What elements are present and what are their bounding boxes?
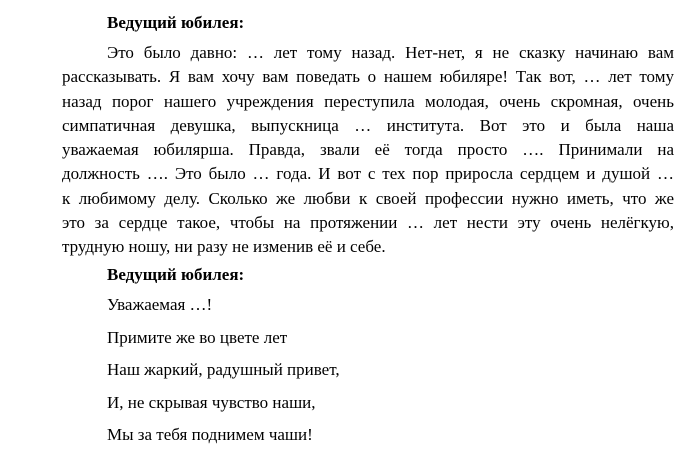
paragraph-line: симпатичная девушка, выпускница … института. Вот это и была наша [62, 115, 674, 135]
verse-line: Наш жаркий, радушный привет, [107, 360, 340, 379]
speaker-heading: Ведущий юбилея: [107, 265, 245, 284]
verse-line: И, не скрывая чувство наши, [107, 392, 316, 412]
verse-line: Уважаемая …! [107, 295, 213, 314]
verse-line: Мы за тебя поднимем чаши! [107, 425, 313, 444]
paragraph-line: должность …. Это было … года. И вот с тех пор приросла сердцем и душой … [62, 164, 674, 184]
verse-line: Примите же во цвете лет [107, 327, 288, 347]
verse-block [107, 295, 340, 458]
speech-paragraph [62, 41, 674, 260]
paragraph-line: к любимому делу. Сколько же любви к своей профессии нужно иметь, что же [62, 188, 674, 208]
paragraph-line: назад порог нашего учреждения переступила молодая, очень скромная, очень [62, 91, 674, 111]
paragraph-line: уважаемая юбилярша. Правда, звали её тогда просто …. Принимали на [62, 140, 674, 160]
paragraph-line: рассказывать. Я вам хочу вам поведать о нашем юбиляре! Так вот, … лет тому [62, 67, 674, 87]
paragraph-line: Это было давно: … лет тому назад. Нет-нет, я не сказку начинаю вам [107, 43, 674, 62]
paragraph-line: трудную ношу, ни разу не изменив её и себе. [62, 237, 386, 257]
speaker-heading: Ведущий юбилея: [107, 13, 245, 32]
paragraph-line: это за сердце такое, чтобы на протяжении … лет нести эту очень нелёгкую, [62, 213, 674, 233]
